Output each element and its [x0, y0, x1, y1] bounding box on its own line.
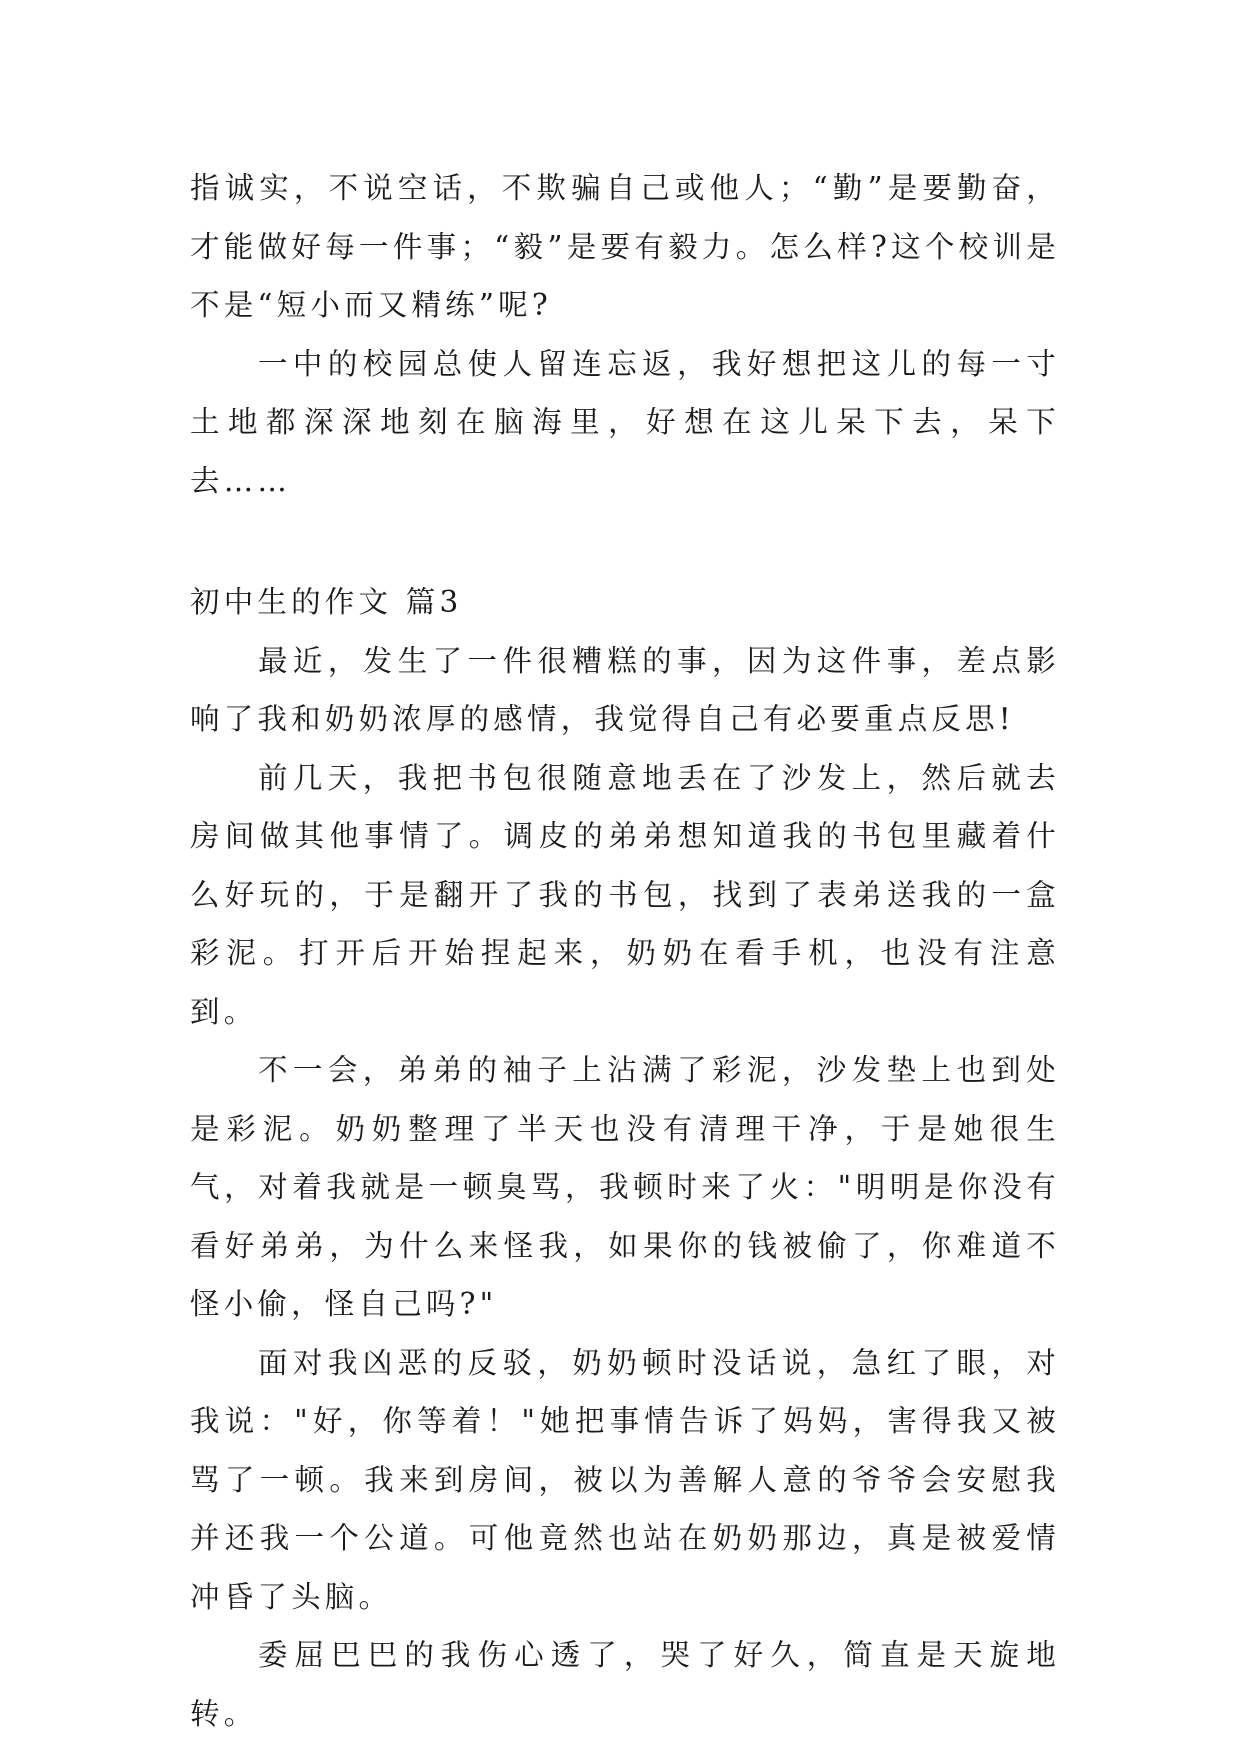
section-heading: 初中生的作文 篇3	[190, 585, 463, 619]
paragraph: 最近，发生了一件很糟糕的事，因为这件事，差点影响了我和奶奶浓厚的感情，我觉得自己有必要重点反思!	[190, 643, 1060, 736]
paragraph: 不一会，弟弟的袖子上沾满了彩泥，沙发垫上也到处是彩泥。奶奶整理了半天也没有清理干净，于是她很生气，对着我就是一顿臭骂，我顿时来了火："明明是你没有看好弟弟，为什么来怪我，如果你的钱被偷了，你难道不怪小偷，怪自己吗?"	[190, 1053, 1060, 1321]
paragraph: 面对我凶恶的反驳，奶奶顿时没话说，急红了眼，对我说："好，你等着！"她把事情告诉了妈妈，害得我又被骂了一顿。我来到房间，被以为善解人意的爷爷会安慰我并还我一个公道。可他竟然也站在奶奶那边，真是被爱情冲昏了头脑。	[190, 1345, 1060, 1614]
paragraph: 委屈巴巴的我伤心透了，哭了好久，简直是天旋地转。	[190, 1638, 1060, 1731]
section-gap	[190, 510, 1060, 573]
document-body	[190, 159, 1060, 1743]
paragraph: 前几天，我把书包很随意地丢在了沙发上，然后就去房间做其他事情了。调皮的弟弟想知道我的书包里藏着什么好玩的，于是翻开了我的书包，找到了表弟送我的一盒彩泥。打开后开始捏起来，奶奶在看手机，也没有注意到。	[190, 760, 1060, 1029]
paragraph-closing: 一中的校园总使人留连忘返，我好想把这儿的每一寸土地都深深地刻在脑海里，好想在这儿呆下去，呆下去……	[190, 346, 1060, 498]
paragraph-continued: 指诚实，不说空话，不欺骗自己或他人；“勤”是要勤奋，才能做好每一件事；“毅”是要有毅力。怎么样?这个校训是不是“短小而又精练”呢?	[190, 171, 1060, 322]
